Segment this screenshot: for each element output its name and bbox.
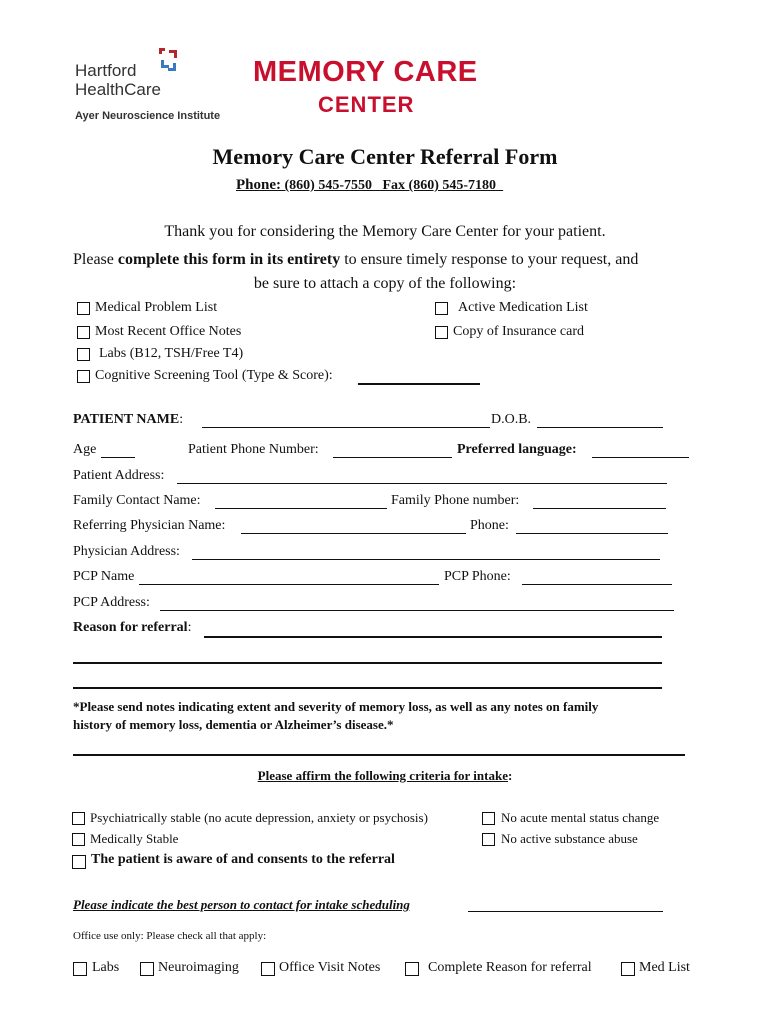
psych-stable-checkbox[interactable] bbox=[72, 812, 85, 825]
contact-phone-line bbox=[236, 177, 503, 194]
medical-problem-list-checkbox[interactable] bbox=[77, 302, 90, 315]
intro-line-1: Thank you for considering the Memory Care Center for your patient. bbox=[164, 223, 606, 240]
reason-for-referral-label-group bbox=[73, 620, 191, 636]
reason-for-referral-field-line-3[interactable] bbox=[73, 687, 662, 689]
pcp-address-label: PCP Address: bbox=[73, 595, 150, 610]
phone-label: Phone: bbox=[236, 177, 281, 193]
physician-address-label: Physician Address: bbox=[73, 544, 180, 559]
office-complete-reason-label: Complete Reason for referral bbox=[428, 960, 592, 975]
age-label: Age bbox=[73, 442, 97, 457]
office-labs-checkbox[interactable] bbox=[73, 962, 87, 976]
patient-address-field[interactable] bbox=[177, 483, 667, 484]
criteria-heading-group bbox=[0, 768, 770, 784]
active-medication-list-label: Active Medication List bbox=[458, 300, 588, 315]
best-contact-field[interactable] bbox=[468, 911, 663, 912]
office-visit-notes-checkbox[interactable] bbox=[261, 962, 275, 976]
medically-stable-label: Medically Stable bbox=[90, 831, 179, 846]
phone-fax-value: (860) 545-7550 Fax (860) 545-7180_ bbox=[281, 178, 504, 193]
office-complete-reason-checkbox[interactable] bbox=[405, 962, 419, 976]
criteria-heading: Please affirm the following criteria for intake bbox=[257, 768, 508, 783]
reason-for-referral-field-line-2[interactable] bbox=[73, 662, 662, 664]
referring-physician-label: Referring Physician Name: bbox=[73, 518, 226, 533]
patient-name-field[interactable] bbox=[202, 427, 490, 428]
hartford-symbol-icon bbox=[155, 46, 183, 76]
preferred-language-label: Preferred language: bbox=[457, 442, 577, 457]
insurance-card-label: Copy of Insurance card bbox=[453, 324, 585, 339]
no-mental-status-change-checkbox[interactable] bbox=[482, 812, 495, 825]
notes-line-2: history of memory loss, dementia or Alzheimer’s disease.* bbox=[73, 717, 394, 732]
insurance-card-checkbox[interactable] bbox=[435, 326, 448, 339]
pcp-name-field[interactable] bbox=[139, 584, 439, 585]
notes-line-1: *Please send notes indicating extent and severity of memory loss, as well as any notes on family bbox=[73, 699, 599, 714]
pcp-name-label: PCP Name bbox=[73, 569, 135, 584]
cognitive-tool-label: Cognitive Screening Tool (Type & Score): bbox=[95, 368, 333, 383]
center-logo-line-1: MEMORY CARE bbox=[253, 56, 478, 88]
intro-text: Please bbox=[73, 251, 118, 268]
form-title: Memory Care Center Referral Form bbox=[212, 144, 558, 169]
patient-phone-field[interactable] bbox=[333, 457, 452, 458]
cognitive-score-field[interactable] bbox=[358, 383, 480, 385]
family-phone-label: Family Phone number: bbox=[391, 493, 520, 508]
office-med-list-checkbox[interactable] bbox=[621, 962, 635, 976]
pcp-address-field[interactable] bbox=[160, 610, 674, 611]
no-mental-status-change-label: No acute mental status change bbox=[501, 810, 660, 825]
consent-label: The patient is aware of and consents to the referral bbox=[91, 852, 395, 867]
office-notes-label: Most Recent Office Notes bbox=[95, 324, 242, 339]
best-contact-label: Please indicate the best person to contact for intake scheduling bbox=[73, 897, 410, 912]
family-contact-label: Family Contact Name: bbox=[73, 493, 201, 508]
office-neuroimaging-label: Neuroimaging bbox=[158, 960, 239, 975]
labs-label: Labs (B12, TSH/Free T4) bbox=[99, 346, 244, 361]
psych-stable-label: Psychiatrically stable (no acute depression, anxiety or psychosis) bbox=[90, 810, 428, 825]
no-substance-abuse-label: No active substance abuse bbox=[501, 831, 638, 846]
reason-for-referral-label: Reason for referral bbox=[73, 620, 188, 635]
physician-phone-label: Phone: bbox=[470, 518, 509, 533]
office-visit-notes-label: Office Visit Notes bbox=[279, 960, 381, 975]
notes-field-line[interactable] bbox=[73, 754, 685, 756]
family-phone-field[interactable] bbox=[533, 508, 666, 509]
center-logo-line-2: CENTER bbox=[318, 92, 415, 117]
office-use-label: Office use only: Please check all that apply: bbox=[73, 930, 267, 942]
patient-name-label: PATIENT NAME bbox=[73, 412, 180, 427]
active-medication-list-checkbox[interactable] bbox=[435, 302, 448, 315]
family-contact-field[interactable] bbox=[215, 508, 387, 509]
dob-label: D.O.B. bbox=[491, 412, 532, 427]
dob-field[interactable] bbox=[537, 427, 663, 428]
logo-line-1: Hartford bbox=[75, 61, 137, 80]
office-neuroimaging-checkbox[interactable] bbox=[140, 962, 154, 976]
medical-problem-list-label: Medical Problem List bbox=[95, 300, 218, 315]
office-med-list-label: Med List bbox=[639, 960, 690, 975]
consent-checkbox[interactable] bbox=[72, 855, 86, 869]
colon: : bbox=[179, 412, 184, 427]
office-notes-checkbox[interactable] bbox=[77, 326, 90, 339]
patient-address-label: Patient Address: bbox=[73, 468, 165, 483]
intro-emphasis: complete this form in its entirety bbox=[117, 251, 341, 268]
logo-line-2: HealthCare bbox=[75, 80, 161, 99]
patient-name-label-group bbox=[73, 412, 183, 428]
intro-line-3: be sure to attach a copy of the following: bbox=[253, 275, 517, 292]
medically-stable-checkbox[interactable] bbox=[72, 833, 85, 846]
reason-for-referral-field[interactable] bbox=[204, 636, 662, 638]
referring-physician-field[interactable] bbox=[241, 533, 466, 534]
physician-phone-field[interactable] bbox=[516, 533, 668, 534]
no-substance-abuse-checkbox[interactable] bbox=[482, 833, 495, 846]
colon: : bbox=[507, 768, 513, 783]
age-field[interactable] bbox=[101, 457, 135, 458]
cognitive-tool-checkbox[interactable] bbox=[77, 370, 90, 383]
logo-subtitle: Ayer Neuroscience Institute bbox=[75, 110, 221, 122]
physician-address-field[interactable] bbox=[192, 559, 660, 560]
labs-checkbox[interactable] bbox=[77, 348, 90, 361]
patient-phone-label: Patient Phone Number: bbox=[188, 442, 319, 457]
preferred-language-field[interactable] bbox=[592, 457, 689, 458]
office-labs-label: Labs bbox=[92, 960, 120, 975]
pcp-phone-field[interactable] bbox=[522, 584, 672, 585]
colon: : bbox=[187, 620, 192, 635]
intro-text: to ensure timely response to your request, and bbox=[340, 251, 639, 268]
intro-line-2 bbox=[73, 250, 638, 270]
pcp-phone-label: PCP Phone: bbox=[444, 569, 511, 584]
